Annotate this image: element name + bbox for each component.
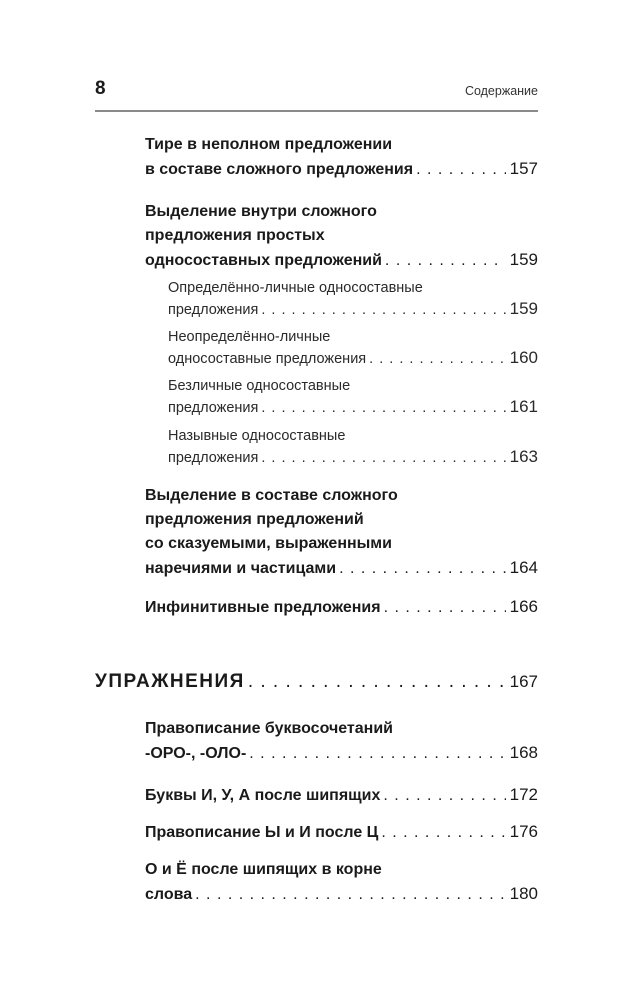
- toc-entry-line: [145, 224, 538, 248]
- toc-entry-line: [95, 670, 538, 694]
- toc-entry-title: Выделение внутри сложного: [145, 203, 377, 220]
- dot-leader: [339, 557, 506, 581]
- toc-entry-line: [168, 397, 538, 419]
- toc-entry-line: [145, 595, 538, 620]
- header-divider: [95, 110, 538, 112]
- toc-entry-line: [145, 820, 538, 845]
- toc-entry-line: [145, 484, 538, 508]
- toc-entry[interactable]: [145, 133, 538, 182]
- toc-section-heading[interactable]: [95, 670, 538, 694]
- toc-entry-title: слова: [145, 886, 193, 903]
- dot-leader: [381, 821, 505, 845]
- toc-page-number: 157: [509, 159, 538, 178]
- toc-entry-line: [145, 532, 538, 556]
- toc-entry[interactable]: [145, 858, 538, 907]
- dot-leader: [369, 350, 505, 370]
- toc-entry-title: предложения предложений: [145, 511, 364, 528]
- toc-entry-line: [145, 157, 538, 182]
- toc-entry[interactable]: [145, 484, 538, 581]
- toc-page-number: 159: [509, 250, 538, 269]
- toc-entry-title: односоставные предложения: [168, 350, 367, 367]
- toc-page-number: 163: [509, 446, 538, 466]
- toc-entry-title: Инфинитивные предложения: [145, 599, 381, 616]
- toc-entry-title: предложения: [168, 399, 259, 416]
- toc-entry[interactable]: [145, 783, 538, 808]
- toc-entry-title: Назывные односоставные: [168, 428, 346, 444]
- toc-entry-title: О и Ё после шипящих в корне: [145, 861, 382, 878]
- toc-entry-line: [145, 556, 538, 581]
- toc-entry-title: предложения: [168, 301, 259, 318]
- toc-entry-title: односоставных предложений: [145, 252, 382, 269]
- toc-entry-line: [145, 200, 538, 224]
- toc-entry-line: [145, 717, 538, 741]
- toc-entry-title: Выделение в составе сложного: [145, 487, 398, 504]
- toc-entry-line: [145, 783, 538, 808]
- toc-entry-line: [168, 279, 538, 299]
- toc-entry-title: предложения простых: [145, 227, 325, 244]
- toc-entry-title: Буквы И, У, А после шипящих: [145, 787, 381, 804]
- dot-leader: [383, 784, 505, 808]
- toc-page-number: 166: [509, 597, 538, 616]
- toc-entry[interactable]: [145, 595, 538, 620]
- toc-entry-title: в составе сложного предложения: [145, 161, 414, 178]
- toc-page-number: 172: [509, 785, 538, 804]
- toc-entry-line: [145, 508, 538, 532]
- toc-page-number: 159: [509, 298, 538, 318]
- dot-leader: [195, 883, 505, 907]
- toc-entry-line: [145, 882, 538, 907]
- toc-entry-line: [168, 328, 538, 348]
- toc-entry-title: Безличные односоставные: [168, 378, 351, 394]
- dot-leader: [261, 449, 505, 469]
- dot-leader: [416, 158, 506, 182]
- toc-entry-title: Неопределённо-личные: [168, 329, 331, 345]
- dot-leader: [385, 249, 506, 273]
- dot-leader: [261, 399, 505, 419]
- toc-subentry[interactable]: [168, 427, 538, 468]
- toc-entry-line: [168, 377, 538, 397]
- toc-entry-line: [168, 348, 538, 370]
- toc-entry-line: [168, 427, 538, 447]
- toc-entry-line: [145, 248, 538, 273]
- toc-page-number: 164: [509, 558, 538, 577]
- toc-entry-line: [145, 741, 538, 766]
- dot-leader: [384, 596, 506, 620]
- toc-subentry[interactable]: [168, 377, 538, 418]
- toc-entry-title: Правописание буквосочетаний: [145, 720, 393, 737]
- toc-entry-title: Тире в неполном предложении: [145, 136, 393, 153]
- toc-entry-title: Правописание Ы и И после Ц: [145, 824, 379, 841]
- toc-entry-title: со сказуемыми, выраженными: [145, 535, 392, 552]
- toc-page-number: 180: [509, 884, 538, 903]
- toc-entry[interactable]: [145, 200, 538, 273]
- toc-entry-title: УПРАЖНЕНИЯ: [95, 671, 245, 692]
- toc-entry[interactable]: [145, 820, 538, 845]
- toc-entry-line: [168, 299, 538, 321]
- dot-leader: [248, 670, 506, 694]
- toc-entry-title: Определённо-личные односоставные: [168, 280, 423, 296]
- running-title: Содержание: [464, 84, 538, 98]
- toc-entry-title: наречиями и частицами: [145, 560, 337, 577]
- toc-page-number: 161: [509, 396, 538, 416]
- page-number: 8: [95, 78, 106, 99]
- toc-entry-line: [145, 858, 538, 882]
- dot-leader: [261, 301, 505, 321]
- dot-leader: [249, 742, 505, 766]
- toc-entry[interactable]: [145, 717, 538, 766]
- toc-page-number: 176: [509, 822, 538, 841]
- toc-subentry[interactable]: [168, 328, 538, 369]
- toc-subentry[interactable]: [168, 279, 538, 320]
- toc-page-number: 168: [509, 743, 538, 762]
- toc-entry-line: [145, 133, 538, 157]
- toc-entry-title: -ОРО-, -ОЛО-: [145, 745, 247, 762]
- toc-page-number: 167: [509, 672, 538, 691]
- toc-page-number: 160: [509, 347, 538, 367]
- toc-entry-line: [168, 447, 538, 469]
- toc-entry-title: предложения: [168, 449, 259, 466]
